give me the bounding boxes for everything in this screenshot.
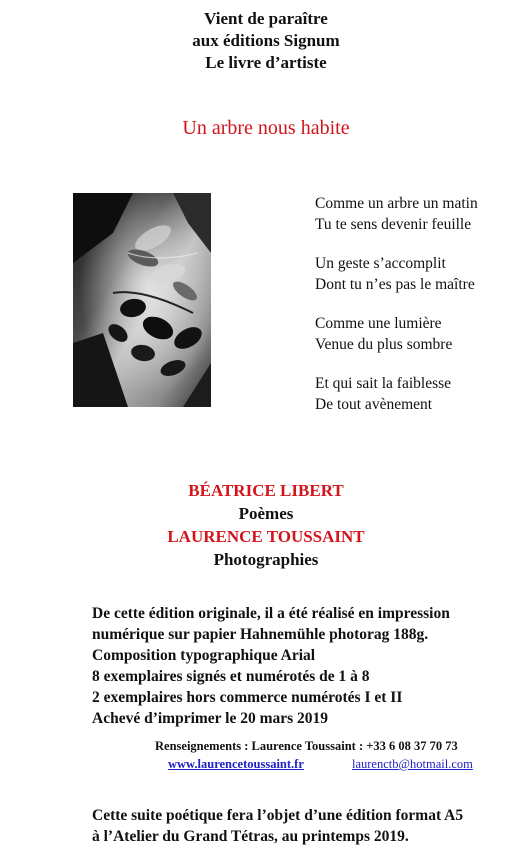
poem-stanza — [315, 193, 478, 235]
website-link[interactable]: www.laurencetoussaint.fr — [168, 757, 304, 771]
poem-line: Tu te sens devenir feuille — [315, 216, 472, 233]
leaf-shadow-photograph — [73, 193, 211, 407]
photographer-name: LAURENCE TOUSSAINT — [167, 527, 365, 546]
poem-stanza — [315, 373, 478, 415]
header-line-2: aux éditions Signum — [192, 31, 340, 50]
book-title: Un arbre nous habite — [182, 117, 350, 139]
poem-stanza — [315, 253, 478, 295]
poem-line: Dont tu n’es pas le maître — [315, 276, 475, 293]
header-line-1: Vient de paraître — [204, 9, 328, 28]
colophon-line: Achevé d’imprimer le 20 mars 2019 — [92, 710, 329, 727]
footer-line: à l’Atelier du Grand Tétras, au printemps 2019. — [92, 828, 409, 845]
contact-info: Renseignements : Laurence Toussaint : +33 6 08 37 70 73 — [155, 739, 458, 753]
author-name: BÉATRICE LIBERT — [188, 481, 344, 500]
header-line-3: Le livre d’artiste — [205, 53, 327, 72]
poem-line: De tout avènement — [315, 396, 433, 413]
credits — [0, 479, 532, 571]
poem-line: Venue du plus sombre — [315, 336, 453, 353]
poem-stanza — [315, 313, 478, 355]
poem-line: Un geste s’accomplit — [315, 255, 446, 272]
poem-line: Comme une lumière — [315, 315, 442, 332]
email-link[interactable]: laurenctb@hotmail.com — [352, 757, 473, 771]
photographer-role: Photographies — [213, 550, 319, 569]
footer-note — [92, 805, 463, 847]
footer-line: Cette suite poétique fera l’objet d’une édition format A5 — [92, 807, 464, 824]
colophon-line: De cette édition originale, il a été réalisé en impression — [92, 605, 450, 622]
colophon-line: numérique sur papier Hahnemühle photorag 188g. — [92, 626, 429, 643]
announcement-header — [0, 8, 532, 74]
colophon-line: 8 exemplaires signés et numérotés de 1 à 8 — [92, 668, 370, 685]
author-role: Poèmes — [238, 504, 294, 523]
poem-line: Comme un arbre un matin — [315, 195, 478, 212]
poem-line: Et qui sait la faiblesse — [315, 375, 452, 392]
poem — [315, 193, 478, 433]
colophon-line: Composition typographique Arial — [92, 647, 316, 664]
colophon — [92, 603, 450, 729]
colophon-line: 2 exemplaires hors commerce numérotés I et II — [92, 689, 403, 706]
